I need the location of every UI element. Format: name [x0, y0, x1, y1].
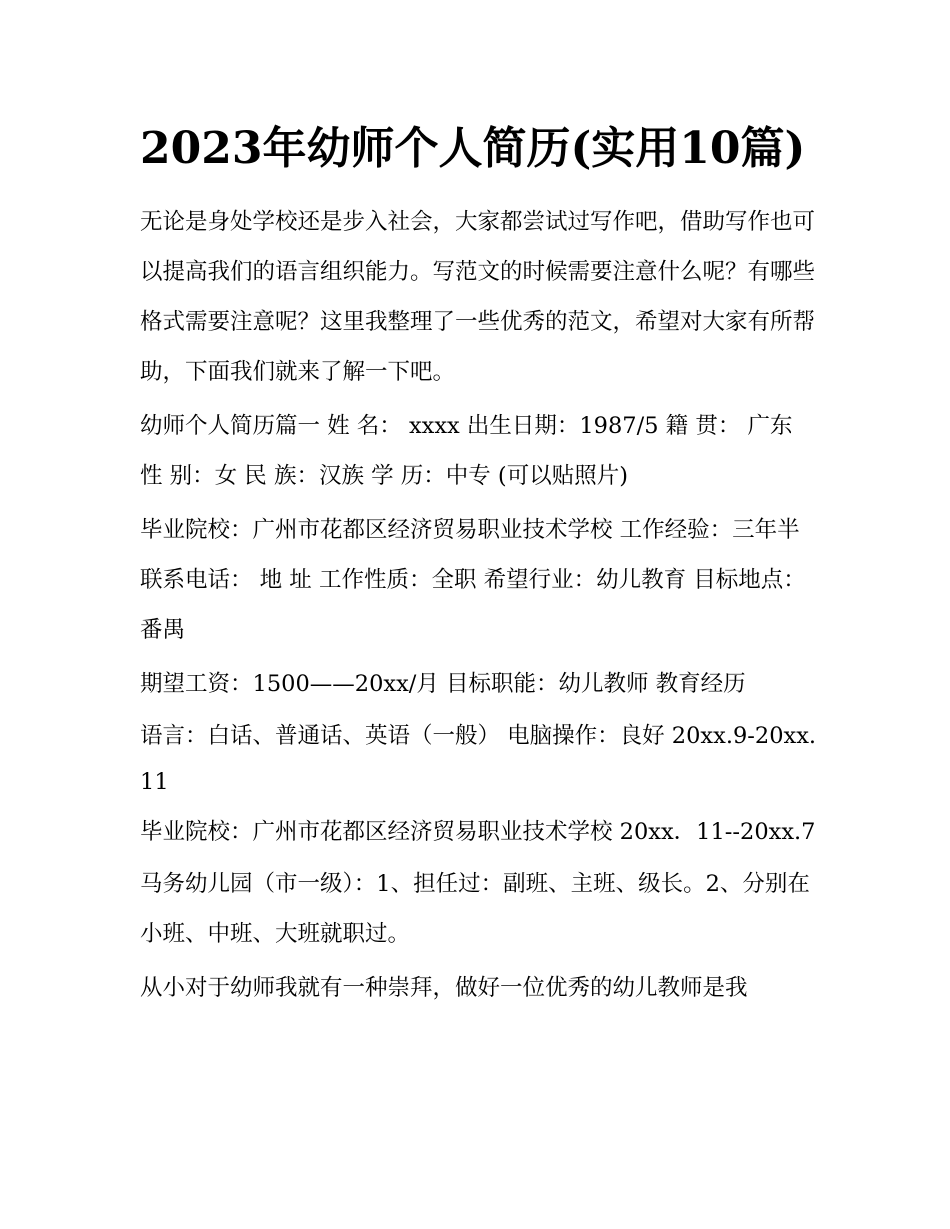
resume-self-intro: 从小对于幼师我就有一种崇拜，做好一位优秀的幼儿教师是我 — [140, 975, 748, 1001]
resume-school-info: 毕业院校：广州市花都区经济贸易职业技术学校 工作经验：三年半 联系电话： 地 址 工作性质：全职 希望行业：幼儿教育 目标地点：番禺 — [140, 517, 806, 643]
resume-basic-info: 幼师个人简历篇一 姓 名： xxxx 出生日期：1987/5 籍 贯： 广东 性 别：女 民 族：汉族 学 历：中专 (可以贴照片) — [140, 413, 793, 489]
resume-language-info: 语言：白话、普通话、英语（一般） 电脑操作：良好 20xx.9-20xx.11 — [140, 723, 817, 795]
resume-salary-info: 期望工资：1500——20xx/月 目标职能：幼儿教师 教育经历 — [140, 671, 746, 697]
resume-education-info: 毕业院校：广州市花都区经济贸易职业技术学校 20xx．11--20xx.7 — [140, 819, 816, 845]
document-title: 2023年幼师个人简历(实用10篇) — [140, 123, 806, 174]
intro-paragraph: 无论是身处学校还是步入社会，大家都尝试过写作吧，借助写作也可以提高我们的语言组织能力。写范文的时候需要注意什么呢？有哪些格式需要注意呢？这里我整理了一些优秀的范文，希望对大家有所帮助，下面我们就来了解一下吧。 — [140, 209, 816, 385]
document-page — [140, 115, 820, 1017]
resume-work-experience: 马务幼儿园（市一级）：1、担任过：副班、主班、级长。2、分别在小班、中班、大班就职过。 — [140, 871, 810, 947]
